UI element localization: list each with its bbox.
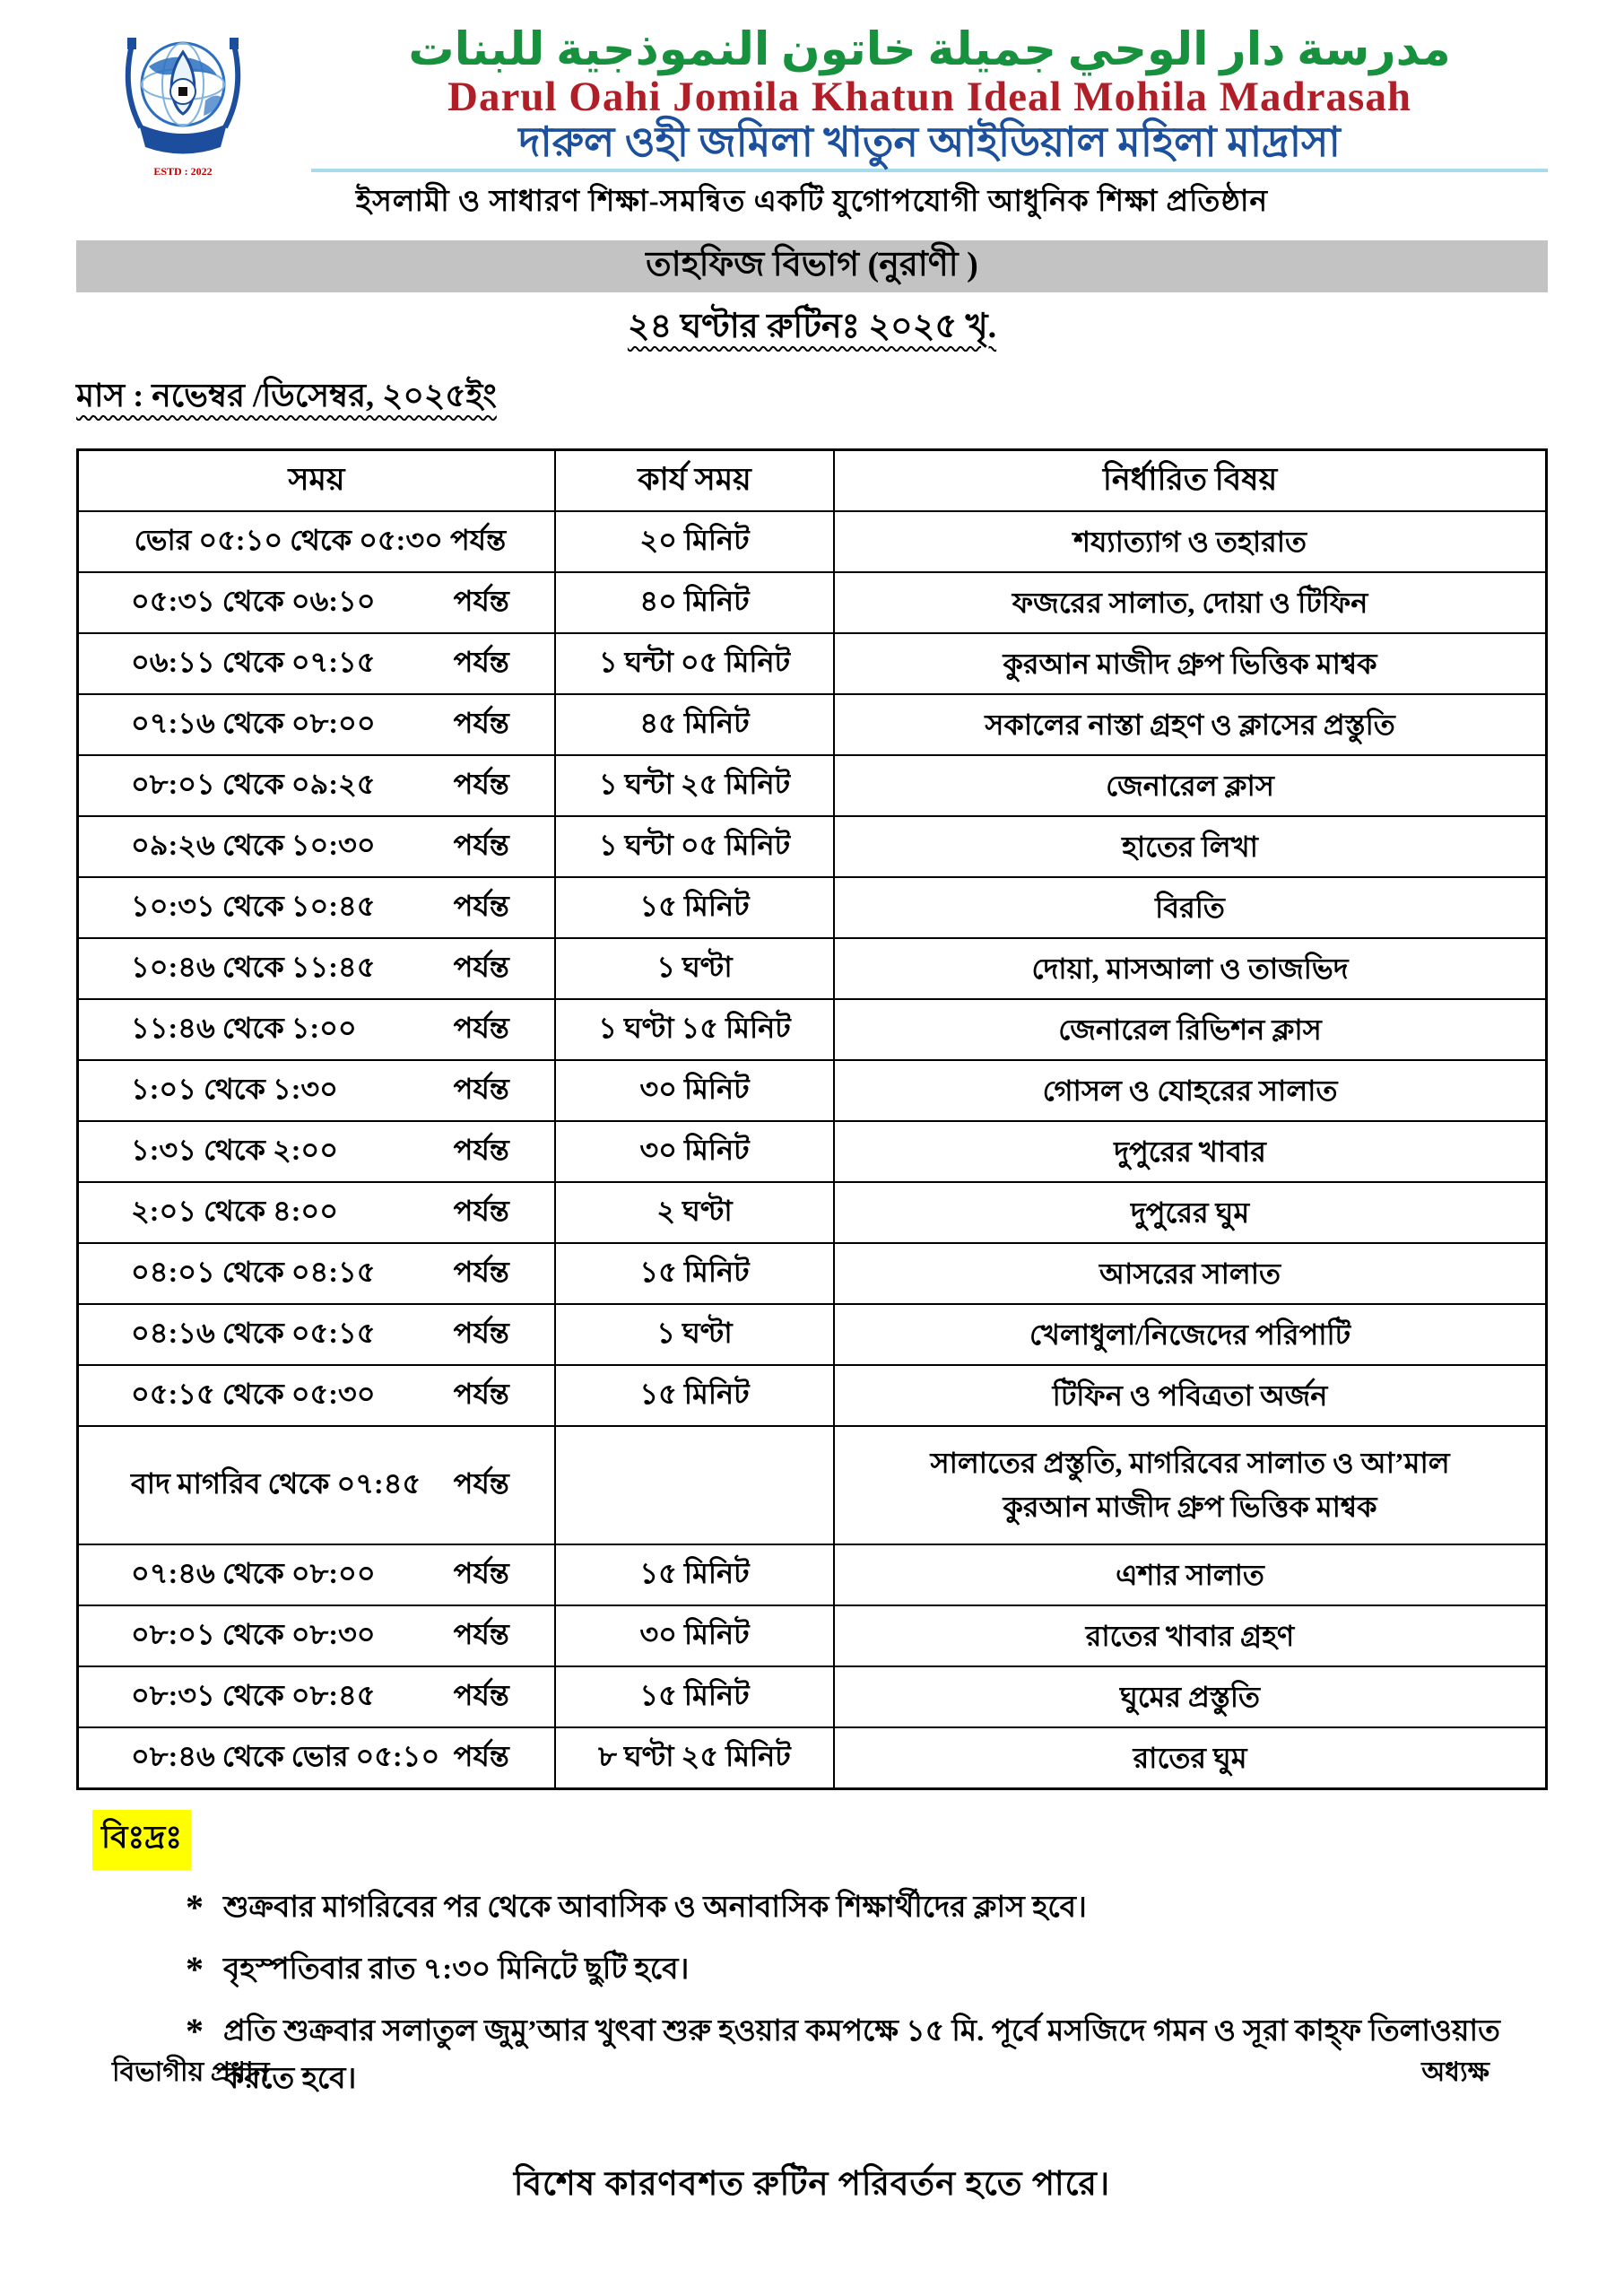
subject-line: সালাতের প্রস্তুতি, মাগরিবের সালাত ও আ’মাল	[930, 1446, 1450, 1479]
table-row	[78, 1426, 1547, 1544]
until-label: পর্যন্ত	[453, 890, 509, 923]
time-cell	[78, 938, 555, 999]
subject-cell	[834, 877, 1546, 938]
subject-cell	[834, 1727, 1546, 1789]
time-range: ২:০১ থেকে ৪:০০	[131, 1195, 339, 1228]
time-cell	[78, 1544, 555, 1605]
table-row	[78, 1121, 1547, 1182]
table-row	[78, 877, 1547, 938]
routine-table-head	[78, 450, 1547, 512]
col-header-time: সময়	[78, 450, 555, 512]
time-cell	[78, 877, 555, 938]
subject-line: জেনারেল ক্লাস	[1106, 769, 1274, 802]
header-row	[78, 450, 1547, 512]
subject-cell	[834, 572, 1546, 633]
subject-line: টিফিন ও পবিত্রতা অর্জন	[1052, 1378, 1328, 1412]
duration-cell: ১৫ মিনিট	[555, 1666, 834, 1727]
subject-cell	[834, 938, 1546, 999]
table-row	[78, 816, 1547, 877]
time-range: ০৫:১৫ থেকে ০৫:৩০	[131, 1378, 376, 1411]
time-range: ০৭:১৬ থেকে ০৮:০০	[131, 707, 376, 740]
table-row	[78, 1243, 1547, 1304]
subject-cell	[834, 1365, 1546, 1426]
duration-cell: ৪০ মিনিট	[555, 572, 834, 633]
table-row	[78, 1304, 1547, 1365]
time-range: ০৫:৩১ থেকে ০৬:১০	[131, 585, 376, 618]
time-cell	[78, 816, 555, 877]
table-row	[78, 999, 1547, 1060]
until-label: পর্যন্ত	[453, 707, 509, 740]
asterisk-marker: *	[186, 2010, 204, 2051]
until-label: পর্যন্ত	[453, 768, 509, 801]
table-row	[78, 1727, 1547, 1789]
until-label: পর্যন্ত	[453, 1467, 509, 1500]
time-range: ০৮:৪৬ থেকে ভোর ০৫:১০	[131, 1740, 440, 1773]
signature-left: বিভাগীয় প্রধান	[112, 2057, 270, 2087]
until-label: পর্যন্ত	[453, 585, 509, 618]
until-label: পর্যন্ত	[453, 1317, 509, 1350]
table-row	[78, 694, 1547, 755]
duration-cell: ২০ মিনিট	[555, 511, 834, 572]
table-row	[78, 633, 1547, 694]
time-cell	[78, 1727, 555, 1789]
subject-line: দুপুরের ঘুম	[1130, 1196, 1250, 1229]
time-range: ১০:৩১ থেকে ১০:৪৫	[131, 890, 376, 923]
duration-cell: ২ ঘণ্টা	[555, 1182, 834, 1243]
department-title-bar	[76, 240, 1548, 292]
subject-line: বিরতি	[1155, 891, 1225, 924]
subject-cell	[834, 1304, 1546, 1365]
duration-cell: ৩০ মিনিট	[555, 1605, 834, 1666]
subject-line: আসরের সালাত	[1099, 1257, 1281, 1290]
subject-cell	[834, 633, 1546, 694]
arabic-title: مدرسة دار الوحي جميلة خاتون النموذجية للبنات	[408, 25, 1451, 75]
until-label: পর্যন্ত	[453, 951, 509, 984]
time-cell	[78, 511, 555, 572]
table-row	[78, 511, 1547, 572]
time-range: ০৮:৩১ থেকে ০৮:৪৫	[131, 1679, 376, 1712]
subject-cell	[834, 999, 1546, 1060]
until-label: পর্যন্ত	[453, 1073, 509, 1106]
duration-cell: ১ ঘন্টা ২৫ মিনিট	[555, 755, 834, 816]
school-tagline: ইসলামী ও সাধারণ শিক্ষা-সমন্বিত একটি যুগোপযোগী আধুনিক শিক্ষা প্রতিষ্ঠান	[355, 186, 1269, 219]
duration-cell: ১ ঘণ্টা	[555, 938, 834, 999]
col-header-duration: কার্য সময়	[555, 450, 834, 512]
time-cell	[78, 999, 555, 1060]
until-label: পর্যন্ত	[453, 1557, 509, 1590]
time-cell	[78, 755, 555, 816]
duration-cell: ৪৫ মিনিট	[555, 694, 834, 755]
table-row	[78, 1060, 1547, 1121]
until-label: পর্যন্ত	[453, 1256, 509, 1289]
department-title: তাহফিজ বিভাগ (নুরাণী )	[646, 246, 978, 284]
table-row	[78, 572, 1547, 633]
school-logo	[103, 29, 263, 179]
routine-table	[76, 448, 1548, 1790]
subject-line: এশার সালাত	[1116, 1558, 1264, 1591]
duration-cell: ১ ঘণ্টা	[555, 1304, 834, 1365]
duration-cell: ৮ ঘণ্টা ২৫ মিনিট	[555, 1727, 834, 1789]
time-range: ১১:৪৬ থেকে ১:০০	[131, 1012, 357, 1045]
english-title: Darul Oahi Jomila Khatun Ideal Mohila Madrasah	[447, 74, 1411, 121]
note-text: প্রতি শুক্রবার সলাতুল জুমু’আর খুৎবা শুরু হওয়ার কমপক্ষে ১৫ মি. পূর্বে মসজিদে গমন ও সূরা কাহ্‌ফ তিলাওয়াত করতে হবে।	[223, 2014, 1500, 2095]
time-range: ১:০১ থেকে ১:৩০	[131, 1073, 338, 1106]
school-emblem-icon	[103, 29, 263, 179]
until-label: পর্যন্ত	[453, 829, 509, 862]
time-range: ০৯:২৬ থেকে ১০:৩০	[131, 829, 376, 862]
time-cell	[78, 1365, 555, 1426]
document-header	[76, 25, 1548, 228]
duration-cell: ১ ঘন্টা ০৫ মিনিট	[555, 633, 834, 694]
duration-cell: ৩০ মিনিট	[555, 1060, 834, 1121]
time-range: ১:৩১ থেকে ২:০০	[131, 1134, 339, 1167]
time-range: বাদ মাগরিব থেকে ০৭:৪৫	[131, 1467, 421, 1500]
time-range: ০৪:০১ থেকে ০৪:১৫	[131, 1256, 376, 1289]
subject-cell	[834, 1243, 1546, 1304]
duration-cell: ১৫ মিনিট	[555, 1544, 834, 1605]
subject-line: খেলাধুলা/নিজেদের পরিপাটি	[1029, 1318, 1351, 1351]
time-cell	[78, 1426, 555, 1544]
table-row	[78, 938, 1547, 999]
subject-cell	[834, 1121, 1546, 1182]
duration-cell: ১ ঘণ্টা ১৫ মিনিট	[555, 999, 834, 1060]
time-range: ভোর ০৫:১০ থেকে ০৫:৩০ পর্যন্ত	[134, 524, 507, 557]
subject-line: দুপুরের খাবার	[1114, 1135, 1266, 1168]
table-row	[78, 1365, 1547, 1426]
routine-title-line	[76, 300, 1548, 357]
time-range: ১০:৪৬ থেকে ১১:৪৫	[131, 951, 376, 984]
header-text-block	[311, 25, 1548, 172]
signature-right: অধ্যক্ষ	[1421, 2057, 1489, 2087]
asterisk-marker: *	[186, 1949, 204, 1990]
duration-cell: ১৫ মিনিট	[555, 1243, 834, 1304]
table-row	[78, 1182, 1547, 1243]
subject-cell	[834, 816, 1546, 877]
signature-row	[112, 2050, 1489, 2096]
subject-line: ঘুমের প্রস্তুতি	[1120, 1680, 1261, 1713]
until-label: পর্যন্ত	[453, 1012, 509, 1045]
until-label: পর্যন্ত	[453, 646, 509, 679]
time-cell	[78, 572, 555, 633]
subject-line: হাতের লিখা	[1122, 830, 1258, 863]
note-text: শুক্রবার মাগরিবের পর থেকে আবাসিক ও অনাবাসিক শিক্ষার্থীদের ক্লাস হবে।	[223, 1892, 1087, 1925]
subject-cell	[834, 1182, 1546, 1243]
time-cell	[78, 1060, 555, 1121]
time-cell	[78, 1304, 555, 1365]
table-row	[78, 1666, 1547, 1727]
subject-line: ফজরের সালাত, দোয়া ও টিফিন	[1012, 586, 1368, 619]
subject-line: গোসল ও যোহরের সালাত	[1042, 1074, 1338, 1107]
subject-cell	[834, 511, 1546, 572]
subject-line: সকালের নাস্তা গ্রহণ ও ক্লাসের প্রস্তুতি	[985, 708, 1395, 741]
note-item	[186, 1946, 1512, 1994]
until-label: পর্যন্ত	[453, 1134, 509, 1167]
time-cell	[78, 1243, 555, 1304]
subject-line: কুরআন মাজীদ গ্রুপ ভিত্তিক মাশ্বক	[1003, 647, 1377, 680]
until-label: পর্যন্ত	[453, 1679, 509, 1712]
time-cell	[78, 694, 555, 755]
subject-line: রাতের খাবার গ্রহণ	[1085, 1619, 1295, 1652]
time-range: ০৬:১১ থেকে ০৭:১৫	[131, 646, 376, 679]
bengali-title: দারুল ওহী জমিলা খাতুন আইডিয়াল মহিলা মাদ্রাসা	[311, 119, 1548, 172]
subject-cell	[834, 694, 1546, 755]
until-label: পর্যন্ত	[453, 1378, 509, 1411]
subject-line: কুরআন মাজীদ গ্রুপ ভিত্তিক মাশ্বক	[1003, 1491, 1377, 1524]
time-cell	[78, 1605, 555, 1666]
time-range: ০৮:০১ থেকে ০৯:২৫	[131, 768, 376, 801]
note-label-highlight: বিঃদ্রঃ	[92, 1810, 191, 1870]
asterisk-marker: *	[186, 1887, 204, 1928]
subject-cell	[834, 755, 1546, 816]
duration-cell: ১৫ মিনিট	[555, 1365, 834, 1426]
duration-cell: ১ ঘন্টা ০৫ মিনিট	[555, 816, 834, 877]
month-label: মাস : নভেম্বর /ডিসেম্বর, ২০২৫ইং	[76, 378, 497, 414]
duration-cell: ১৫ মিনিট	[555, 877, 834, 938]
subject-line: জেনারেল রিভিশন ক্লাস	[1058, 1013, 1322, 1046]
subject-cell	[834, 1605, 1546, 1666]
note-text: বৃহস্পতিবার রাত ৭:৩০ মিনিটে ছুটি হবে।	[223, 1953, 690, 1987]
time-cell	[78, 1182, 555, 1243]
routine-title: ২৪ ঘণ্টার রুটিনঃ ২০২৫ খৃ.	[627, 308, 997, 346]
duration-cell: ৩০ মিনিট	[555, 1121, 834, 1182]
time-cell	[78, 633, 555, 694]
logo-estd-text: ESTD : 2022	[153, 165, 213, 178]
time-cell	[78, 1121, 555, 1182]
subject-line: দোয়া, মাসআলা ও তাজভিদ	[1031, 952, 1349, 985]
until-label: পর্যন্ত	[453, 1195, 509, 1228]
time-range: ০৮:০১ থেকে ০৮:৩০	[131, 1618, 376, 1651]
duration-cell	[555, 1426, 834, 1544]
until-label: পর্যন্ত	[453, 1618, 509, 1651]
col-header-subject: নির্ধারিত বিষয়	[834, 450, 1546, 512]
disclaimer-text: বিশেষ কারণবশত রুটিন পরিবর্তন হতে পারে।	[513, 2165, 1111, 2203]
subject-cell	[834, 1544, 1546, 1605]
note-item	[186, 1884, 1512, 1932]
table-row	[78, 755, 1547, 816]
subject-line: শয্যাত্যাগ ও তহারাত	[1073, 525, 1307, 558]
table-row	[78, 1544, 1547, 1605]
subject-line: রাতের ঘুম	[1133, 1741, 1247, 1774]
table-row	[78, 1605, 1547, 1666]
time-range: ০৭:৪৬ থেকে ০৮:০০	[131, 1557, 376, 1590]
subject-cell	[834, 1426, 1546, 1544]
subject-cell	[834, 1666, 1546, 1727]
time-cell	[78, 1666, 555, 1727]
month-line	[76, 371, 497, 425]
time-range: ০৪:১৬ থেকে ০৫:১৫	[131, 1317, 376, 1350]
until-label: পর্যন্ত	[453, 1740, 509, 1773]
routine-table-body	[78, 511, 1547, 1789]
subject-cell	[834, 1060, 1546, 1121]
